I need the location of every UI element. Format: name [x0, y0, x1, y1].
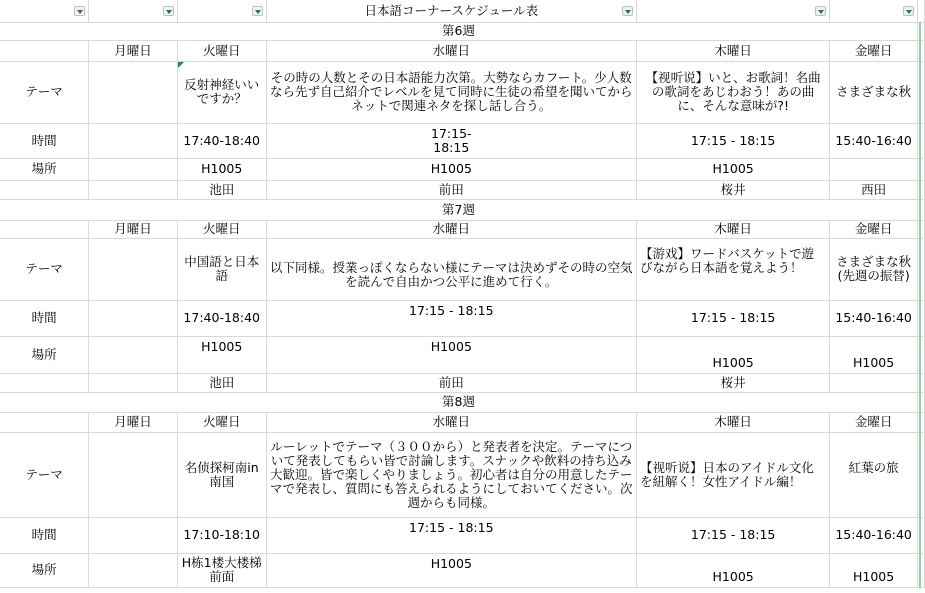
- day-header-wed[interactable]: 水曜日: [266, 40, 636, 61]
- filter-cell: [0, 0, 89, 22]
- time-cell-mon[interactable]: [89, 123, 178, 158]
- empty-cell[interactable]: [0, 40, 89, 61]
- week-title[interactable]: 第6週: [0, 22, 917, 40]
- selection-edge: [919, 22, 921, 593]
- time-cell-mon[interactable]: [89, 517, 178, 553]
- empty-cell[interactable]: [0, 373, 89, 392]
- row-label-time[interactable]: 時間: [0, 300, 89, 336]
- day-header-fri[interactable]: 金曜日: [830, 40, 918, 61]
- filter-cell: [89, 0, 178, 22]
- filter-dropdown-icon[interactable]: [252, 6, 263, 16]
- row-label-time[interactable]: 時間: [0, 517, 89, 553]
- time-cell-thu[interactable]: 17:15 - 18:15: [637, 517, 830, 553]
- day-header-thu[interactable]: 木曜日: [637, 40, 830, 61]
- place-cell-mon[interactable]: [89, 158, 178, 180]
- theme-row: [0, 61, 925, 123]
- place-cell-mon[interactable]: [89, 336, 178, 373]
- day-header-mon[interactable]: 月曜日: [89, 40, 178, 61]
- filter-cell: [830, 0, 918, 22]
- person-cell-fri[interactable]: 西田: [830, 180, 918, 199]
- week-title[interactable]: 第8週: [0, 392, 917, 412]
- empty-cell[interactable]: [0, 412, 89, 432]
- row-label-time[interactable]: 時間: [0, 123, 89, 158]
- time-cell-wed[interactable]: 17:15 - 18:15: [266, 517, 636, 553]
- place-cell-tue[interactable]: H1005: [177, 336, 266, 373]
- time-cell-wed[interactable]: 17:15- 18:15: [266, 123, 636, 158]
- person-cell-tue[interactable]: 池田: [177, 373, 266, 392]
- week-title[interactable]: 第7週: [0, 199, 917, 220]
- time-cell-thu[interactable]: 17:15 - 18:15: [637, 123, 830, 158]
- place-cell-fri[interactable]: H1005: [830, 336, 918, 373]
- sheet-title-text: 日本語コーナースケジュール表: [364, 2, 539, 18]
- day-header-tue[interactable]: 火曜日: [177, 40, 266, 61]
- theme-cell-thu[interactable]: 【游戏】ワードバスケットで遊びながら日本語を覚えよう！: [637, 238, 830, 300]
- theme-cell-tue[interactable]: 中国語と日本語: [177, 238, 266, 300]
- person-cell-tue[interactable]: 池田: [177, 180, 266, 199]
- theme-cell-wed[interactable]: その時の人数とその日本語能力次第。大勢ならカフート。少人数なら先ず自己紹介でレベルを見て同時に生徒の希望を聞いてからネットで関連ネタを探し話し合う。: [266, 61, 636, 123]
- comment-marker-icon: [178, 62, 184, 68]
- filter-header-row: [0, 0, 925, 22]
- place-cell-wed[interactable]: H1005: [266, 553, 636, 587]
- day-header-thu[interactable]: 木曜日: [637, 220, 830, 238]
- day-header-tue[interactable]: 火曜日: [177, 220, 266, 238]
- day-header-fri[interactable]: 金曜日: [830, 220, 918, 238]
- place-cell-wed[interactable]: H1005: [266, 336, 636, 373]
- theme-cell-wed[interactable]: 以下同様。授業っぽくならない様にテーマは決めずその時の空気を読んで自由かつ公平に進めて行く。: [266, 238, 636, 300]
- person-cell-wed[interactable]: 前田: [266, 373, 636, 392]
- filter-dropdown-icon[interactable]: [903, 6, 914, 16]
- theme-cell-mon[interactable]: [89, 238, 178, 300]
- place-row: [0, 553, 925, 587]
- theme-cell-mon[interactable]: [89, 432, 178, 517]
- theme-cell-wed[interactable]: ルーレットでテーマ（３００から）と発表者を決定。テーマについて発表してもらい皆で討論します。スナックや飲料の持ち込み大歓迎。皆で楽しくやりましょう。初心者は自分の用意したテーマで発表し、質問にも答えられるようにしておいてください。次週からも同様。: [266, 432, 636, 517]
- theme-cell-tue[interactable]: 名侦探柯南in南国: [177, 432, 266, 517]
- day-header-wed[interactable]: 水曜日: [266, 220, 636, 238]
- theme-cell-fri[interactable]: さまざまな秋(先週の振替): [830, 238, 918, 300]
- row-label-theme[interactable]: テーマ: [0, 61, 89, 123]
- theme-row: [0, 432, 925, 517]
- person-row: [0, 180, 925, 199]
- day-header-tue[interactable]: 火曜日: [177, 412, 266, 432]
- place-cell-thu[interactable]: H1005: [637, 336, 830, 373]
- day-header-fri[interactable]: 金曜日: [830, 412, 918, 432]
- theme-row: [0, 238, 925, 300]
- row-label-theme[interactable]: テーマ: [0, 432, 89, 517]
- row-label-place[interactable]: 場所: [0, 336, 89, 373]
- bottom-edge: [0, 588, 925, 593]
- time-cell-tue[interactable]: 17:10-18:10: [177, 517, 266, 553]
- spacer-cell: [917, 0, 924, 22]
- time-row: [0, 300, 925, 336]
- place-cell-tue[interactable]: H栋1楼大楼梯前面: [177, 553, 266, 587]
- place-cell-fri[interactable]: H1005: [830, 553, 918, 587]
- person-cell-thu[interactable]: 桜井: [637, 373, 830, 392]
- theme-text: 反射神経いいですか？: [184, 77, 260, 106]
- week-title-row: [0, 22, 925, 40]
- person-cell-thu[interactable]: 桜井: [637, 180, 830, 199]
- day-header-thu[interactable]: 木曜日: [637, 412, 830, 432]
- days-header-row: [0, 40, 925, 61]
- place-cell-wed[interactable]: H1005: [266, 158, 636, 180]
- person-cell-mon[interactable]: [89, 373, 178, 392]
- filter-cell: [177, 0, 266, 22]
- place-cell-mon[interactable]: [89, 553, 178, 587]
- days-header-row: [0, 220, 925, 238]
- place-cell-thu[interactable]: H1005: [637, 158, 830, 180]
- day-header-mon[interactable]: 月曜日: [89, 412, 178, 432]
- filter-dropdown-icon[interactable]: [74, 6, 85, 16]
- week-title-row: [0, 392, 925, 412]
- place-row: [0, 336, 925, 373]
- time-row: [0, 517, 925, 553]
- person-cell-mon[interactable]: [89, 180, 178, 199]
- person-row: [0, 373, 925, 392]
- place-row: [0, 158, 925, 180]
- time-row: [0, 123, 925, 158]
- theme-cell-fri[interactable]: 紅葉の旅: [830, 432, 918, 517]
- day-header-wed[interactable]: 水曜日: [266, 412, 636, 432]
- theme-cell-fri[interactable]: さまざまな秋: [830, 61, 918, 123]
- place-cell-tue[interactable]: H1005: [177, 158, 266, 180]
- time-cell-tue[interactable]: 17:40-18:40: [177, 300, 266, 336]
- week-title-row: [0, 199, 925, 220]
- filter-dropdown-icon[interactable]: [622, 6, 633, 16]
- theme-cell-thu[interactable]: 【视听说】いと、お歌詞！名曲の歌詞をあじわおう！あの曲に、そんな意味が?!: [637, 61, 830, 123]
- day-header-mon[interactable]: 月曜日: [89, 220, 178, 238]
- theme-cell-thu[interactable]: 【视听说】日本のアイドル文化を紐解く！女性アイドル編！: [637, 432, 830, 517]
- person-cell-fri[interactable]: [830, 373, 918, 392]
- person-cell-wed[interactable]: 前田: [266, 180, 636, 199]
- filter-cell: [637, 0, 830, 22]
- time-cell-thu[interactable]: 17:15 - 18:15: [637, 300, 830, 336]
- theme-cell-tue[interactable]: [177, 61, 266, 123]
- time-cell-tue[interactable]: 17:40-18:40: [177, 123, 266, 158]
- theme-cell-mon[interactable]: [89, 61, 178, 123]
- days-header-row: [0, 412, 925, 432]
- place-cell-fri[interactable]: [830, 158, 918, 180]
- empty-cell[interactable]: [0, 180, 89, 199]
- sheet-title[interactable]: [266, 0, 636, 22]
- filter-dropdown-icon[interactable]: [163, 6, 174, 16]
- time-cell-fri[interactable]: 15:40-16:40: [830, 123, 918, 158]
- filter-dropdown-icon[interactable]: [815, 6, 826, 16]
- row-label-place[interactable]: 場所: [0, 158, 89, 180]
- row-label-theme[interactable]: テーマ: [0, 238, 89, 300]
- time-cell-wed[interactable]: 17:15 - 18:15: [266, 300, 636, 336]
- row-label-place[interactable]: 場所: [0, 553, 89, 587]
- time-cell-mon[interactable]: [89, 300, 178, 336]
- place-cell-thu[interactable]: H1005: [637, 553, 830, 587]
- empty-cell[interactable]: [0, 220, 89, 238]
- time-cell-fri[interactable]: 15:40-16:40: [830, 300, 918, 336]
- time-cell-fri[interactable]: 15:40-16:40: [830, 517, 918, 553]
